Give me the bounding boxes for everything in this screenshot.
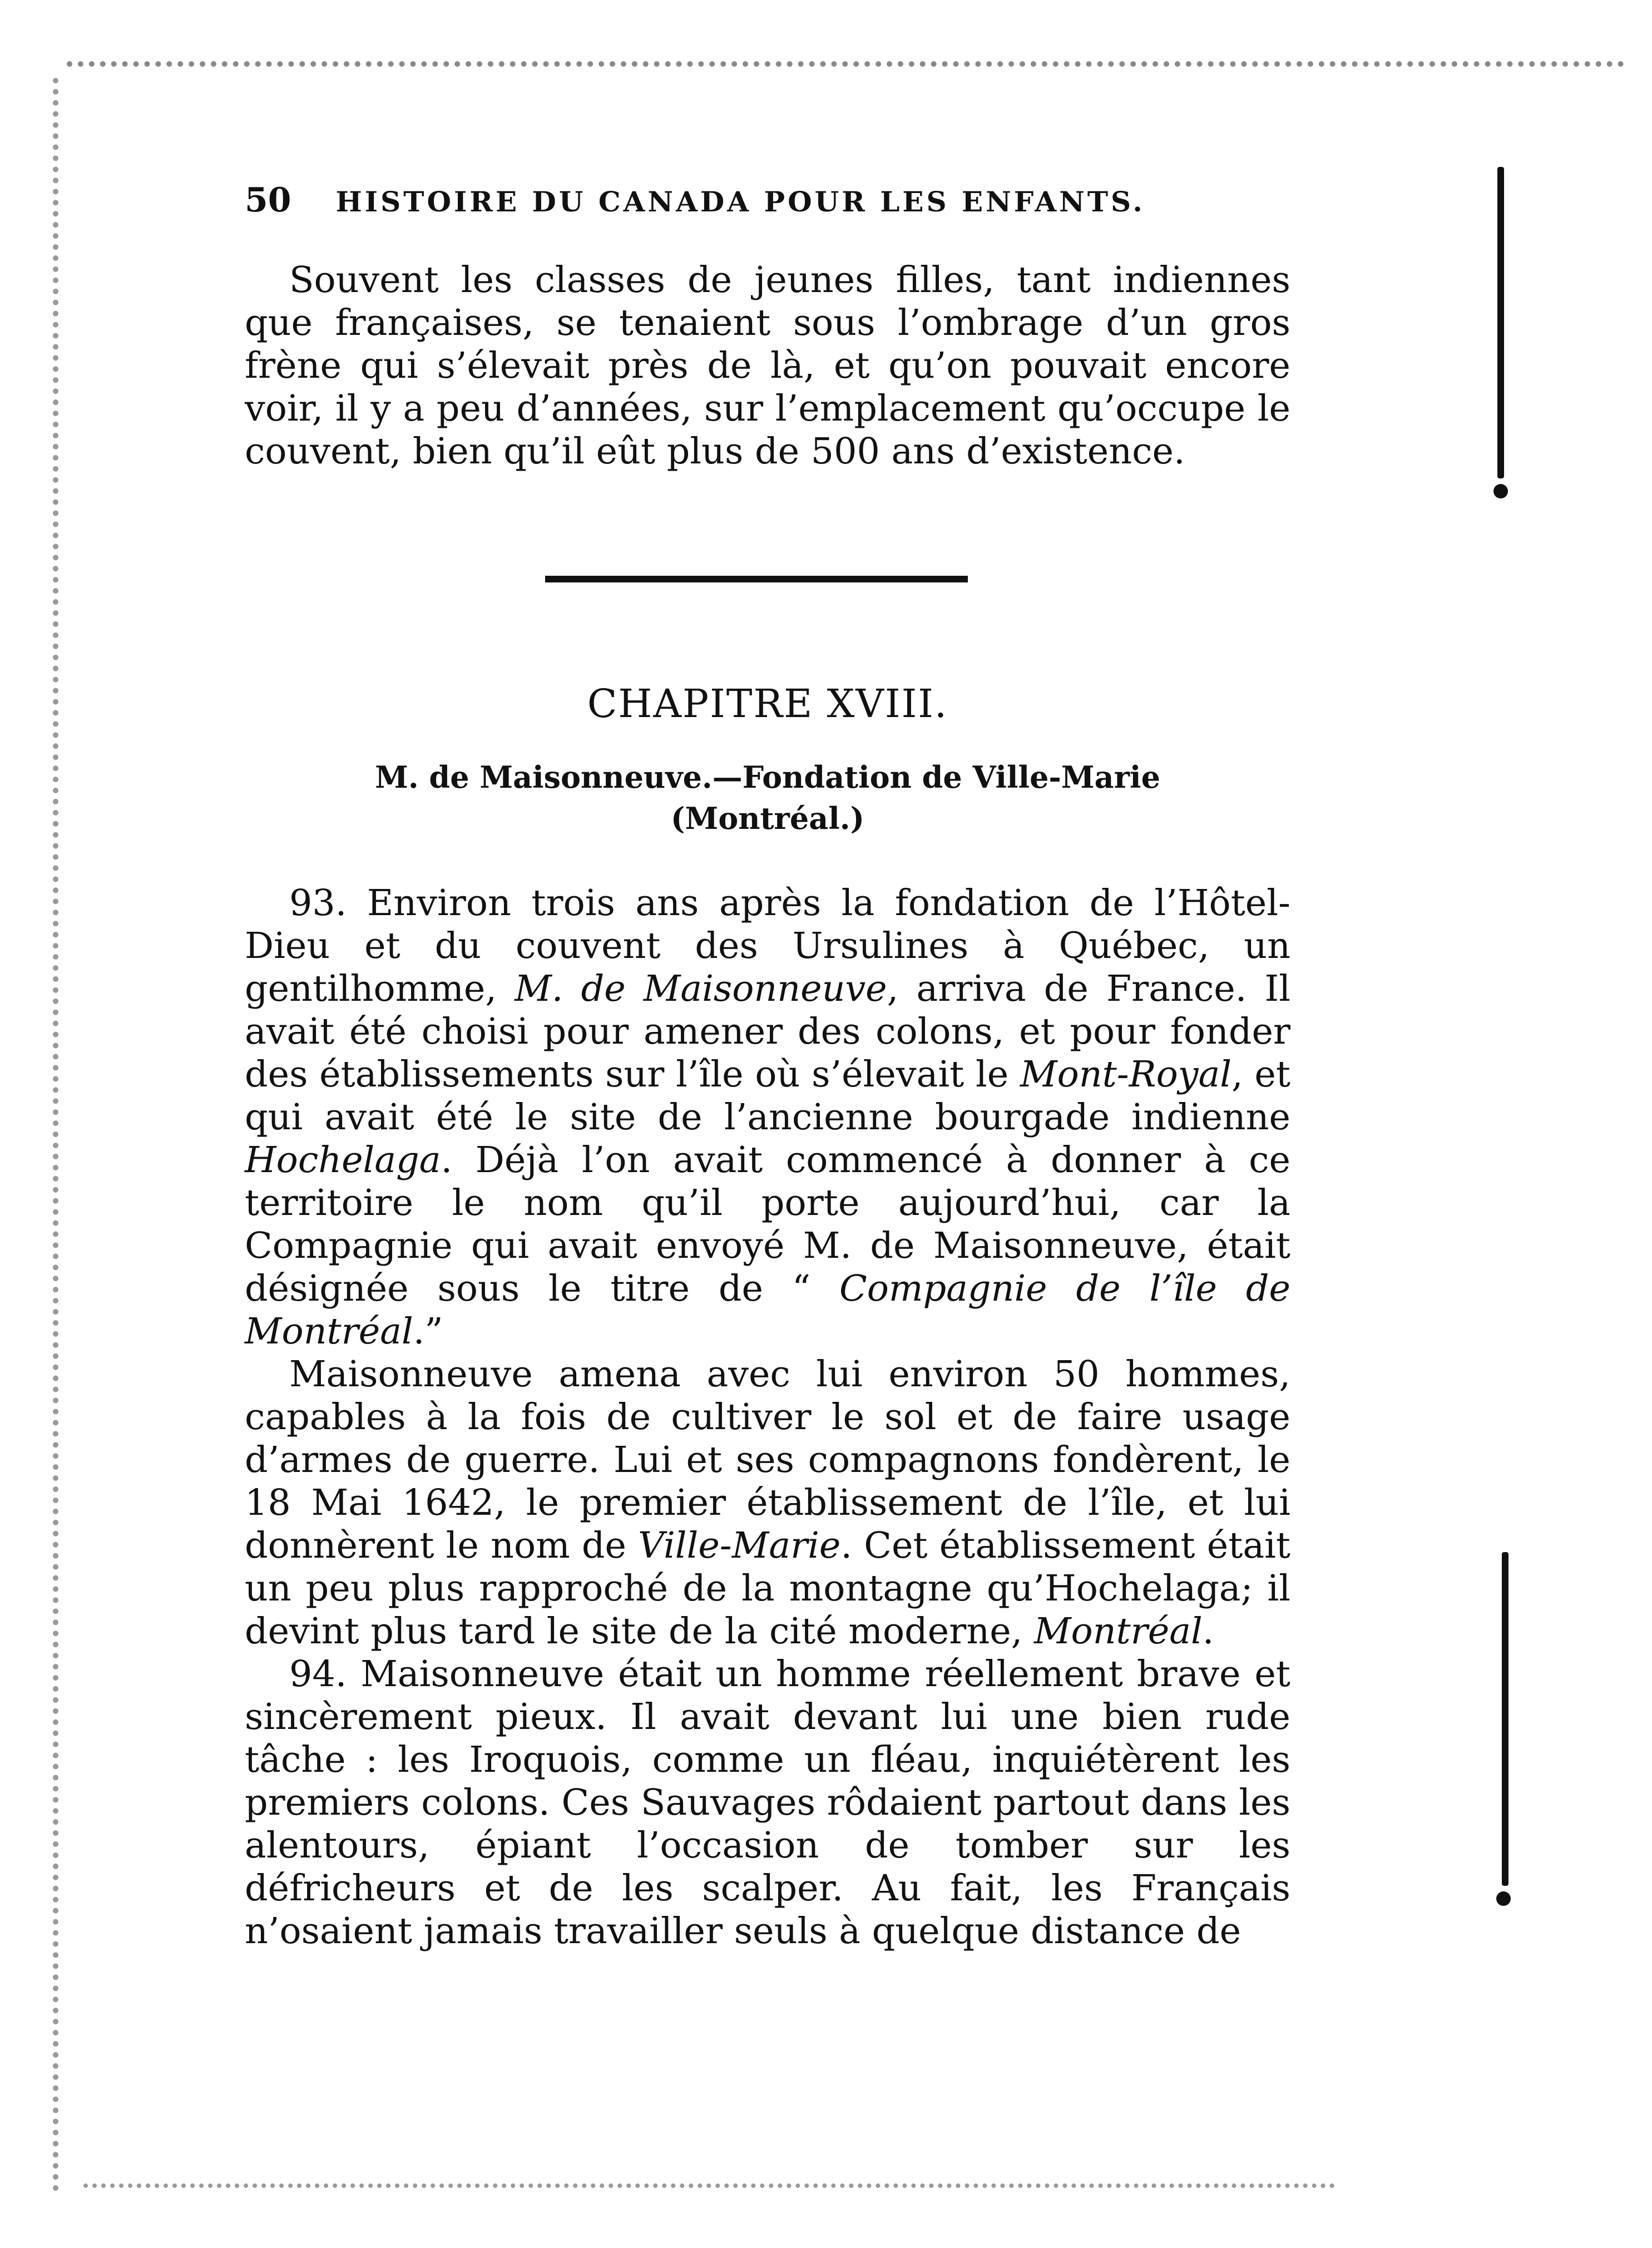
scan-artifact-bar xyxy=(1502,1552,1508,1886)
text-run: . Déjà l’on avait commencé à donner à ce territoire le nom qu’il porte aujourd’hui, car la Compagnie qui avait envoyé M. de Maisonneuve, était désignée sous le titre de “ xyxy=(245,1139,1290,1310)
page-edge-top xyxy=(67,61,1624,67)
chapter-title: CHAPITRE XVIII. xyxy=(587,681,948,727)
page-edge-left xyxy=(53,78,58,2192)
chapter-subtitle-line2: (Montréal.) xyxy=(670,801,865,836)
text-run: . xyxy=(1202,1610,1214,1652)
intro-paragraph: Souvent les classes de jeunes filles, tant indiennes que françaises, se tenaient sous l’ombrage d’un gros frène qui s’élevait près de là, et qu’on pouvait encore voir, il y a peu d’années, sur l’emplacement qu’occupe le couvent, bien qu’il eût plus de 500 ans d’existence. xyxy=(245,259,1290,472)
italic-company: Compagnie de l’île de Montréal xyxy=(245,1268,1290,1352)
page-number: 50 xyxy=(245,181,291,220)
scan-artifact-dot xyxy=(1493,484,1508,498)
italic-place: Hochelaga xyxy=(245,1139,441,1181)
italic-name: M. de Maisonneuve xyxy=(515,968,887,1010)
running-header xyxy=(245,181,1302,221)
scan-artifact-bar xyxy=(1497,167,1504,478)
text-run: , arriva de France. Il avait été choisi pour amener des colons, et pour fonder des établissements sur l’île où s’élevait le xyxy=(245,968,1290,1095)
intro-paragraph-block xyxy=(245,259,1290,473)
page-edge-bottom xyxy=(83,2183,1335,2188)
italic-place: Montréal xyxy=(1034,1610,1203,1652)
chapter-subtitle-line1: M. de Maisonneuve.—Fondation de Ville-Marie xyxy=(375,759,1160,795)
paragraph-maisonneuve xyxy=(245,1353,1290,1653)
scan-artifact-dot xyxy=(1496,1891,1511,1906)
paragraph-94: 94. Maisonneuve était un homme réellement brave et sincèrement pieux. Il avait devant lui une bien rude tâche : les Iroquois, comme un fléau, inquiétèrent les premiers colons. Ces Sauvages rôdaient partout dans les alentours, épiant l’occasion de tomber sur les défricheurs et de les scalper. Au fait, les Français n’osaient jamais travailler seuls à quelque distance de xyxy=(245,1653,1290,1952)
text-run: , et qui avait été le site de l’ancienne bourgade indienne xyxy=(245,1054,1291,1138)
paragraph-93 xyxy=(245,882,1290,1353)
text-run: . Cet établissement était un peu plus rapproché de la montagne qu’Hochelaga; il devint plus tard le site de la cité moderne, xyxy=(245,1525,1290,1652)
italic-place: Mont-Royal xyxy=(1020,1054,1231,1095)
italic-place: Ville-Marie xyxy=(638,1525,841,1567)
text-run: Maisonneuve amena avec lui environ 50 hommes, capables à la fois de cultiver le sol et de faire usage d’armes de guerre. Lui et ses compagnons fondèrent, le 18 Mai 1642, le premier établissement de l’île, et lui donnèrent le nom de xyxy=(245,1353,1290,1567)
running-title: HISTOIRE DU CANADA POUR LES ENFANTS. xyxy=(335,185,1145,218)
text-run: 93. Environ trois ans après la fondation de l’Hôtel-Dieu et du couvent des Ursulines à Québec, un gentilhomme, xyxy=(245,882,1290,1010)
section-divider xyxy=(545,576,968,582)
chapter-subtitle xyxy=(245,757,1290,839)
body-text xyxy=(245,882,1290,1953)
text-run: .” xyxy=(413,1311,443,1352)
